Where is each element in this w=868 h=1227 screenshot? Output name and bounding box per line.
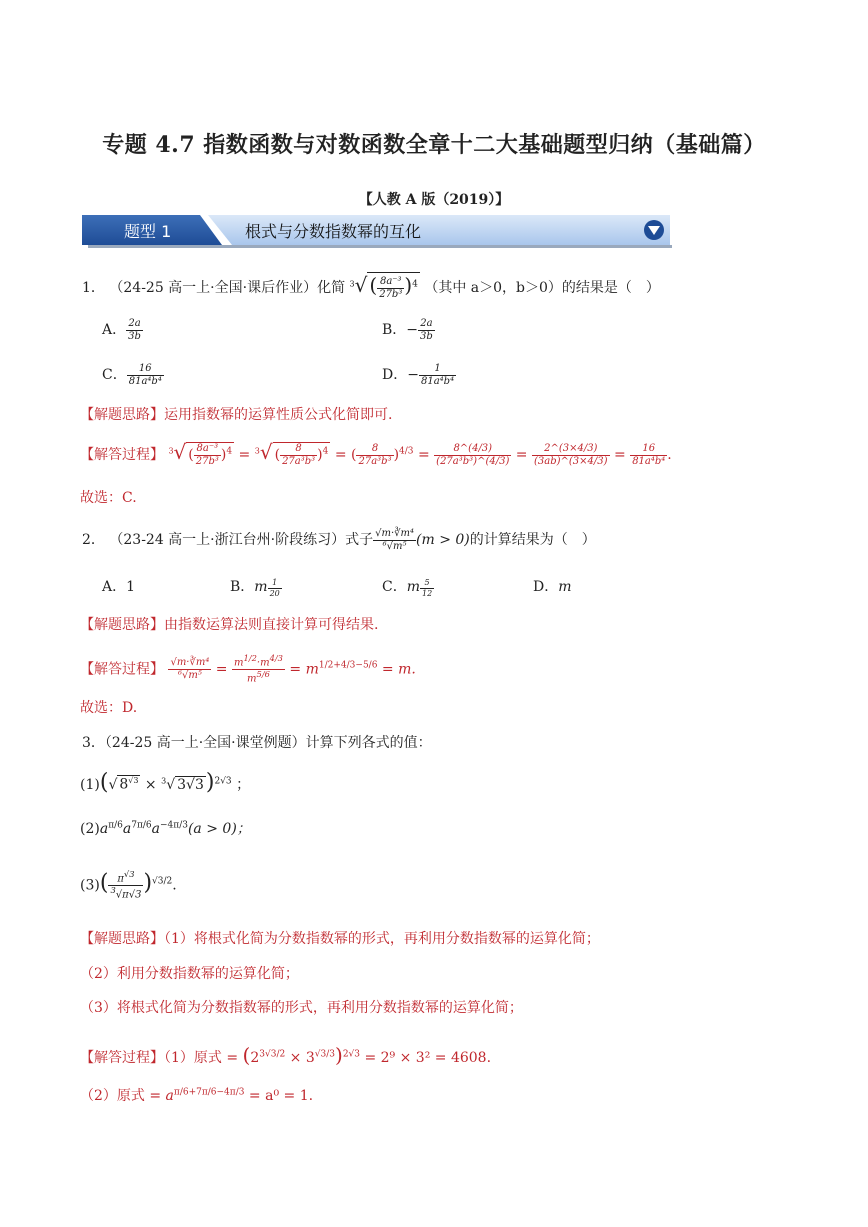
option-c[interactable]: C．m $\frac{5}{12}$ bbox=[382, 578, 433, 598]
option-b[interactable]: B．m $\frac{1}{20}$ bbox=[230, 578, 280, 598]
banner-topic-label: 根式与分数指数幂的互化 bbox=[245, 222, 422, 241]
problem-2-idea: 【解题思路】由指数运算法则直接计算可得结果. bbox=[80, 617, 379, 633]
root-index: 3 bbox=[349, 279, 355, 289]
problem-3-idea-2: （2）利用分数指数幂的运算化简； bbox=[80, 966, 299, 982]
problem-3-stem: 3．（24-25 高一上·全国·课堂例题）计算下列各式的值： bbox=[82, 735, 432, 751]
edition-label: 【人教 A 版（2019）】 bbox=[358, 192, 510, 208]
problem-condition: （其中 a＞0，b＞0）的结果是（ ） bbox=[424, 280, 660, 296]
problem-3-process-1: 【解答过程】（1）原式 = $(2^{3√3/2} \times 3^{√3/3})^{2√3} = 2^9 \times 3^2 = 4608$. bbox=[80, 1043, 492, 1067]
problem-2-answer: 故选：D. bbox=[80, 700, 138, 716]
problem-2-process: 【解答过程】 $\frac{\text{√m·∛m⁴}}{\text{⁶√m⁵}}$ = $\frac{m^{1/2}\cdot m^{4/3}}{m^{5/6}}$ = $m^{1/2+4/3-5/6} = m$. bbox=[80, 653, 416, 685]
option-b[interactable]: B．− $\frac{2a}{3b}$ bbox=[382, 318, 433, 342]
problem-3-item-3: (3)( $\frac{\pi^{√3}}{^3√\pi√3}$ )$^{√3/2}$. bbox=[80, 869, 177, 901]
banner-type-label: 题型 1 bbox=[124, 222, 172, 241]
collapse-icon[interactable] bbox=[644, 220, 664, 240]
problem-3-idea: 【解题思路】（1）将根式化简为分数指数幂的形式，再利用分数指数幂的运算化简； bbox=[80, 931, 600, 947]
problem-number: 1． bbox=[82, 280, 105, 296]
problem-1-stem bbox=[82, 272, 660, 300]
problem-1-idea: 【解题思路】运用指数幂的运算性质公式化简即可. bbox=[80, 407, 393, 423]
problem-1-process: 【解答过程】 $^3$√ ( $\frac{\text{8a⁻³}}{\text{27b³}}$ )$^4$ = $^3$√ ( $\frac{8}{\text{27a³b³}}$ )$^4$ = ( $\frac{8}{\text{27a³b³}}$ )$^{4/3}$ = $\frac{8\^{}(4/3)}{\text{(27a³b³)\textasciicircum{}(4/3)}}$ = $\frac{2\^{}(3\times 4/3)}{(3ab)\^{}(3\times 4/3)}$ = $\frac{16}{\text{81a⁴b⁴}}$ . bbox=[80, 440, 672, 467]
problem-3-process-2: （2）原式 = $a^{\pi/6+7\pi/6-4\pi/3} = a^0 = 1$. bbox=[80, 1087, 314, 1104]
radicand: ( $\frac{\text{8a⁻³}}{\text{27b³}}$ )$^4$ bbox=[369, 273, 418, 300]
option-a[interactable]: A． $\frac{2a}{3b}$ bbox=[102, 318, 141, 342]
problem-3-item-2: $(2)a^{\pi/6}a^{7\pi/6}a^{-4\pi/3}(a > 0)$； bbox=[80, 820, 251, 837]
option-d[interactable]: D．− $\frac{1}{\text{81a⁴b⁴}}$ bbox=[382, 363, 455, 387]
section-banner bbox=[82, 215, 672, 248]
problem-2-stem: 2． （23-24 高一上·浙江台州·阶段练习）式子 $\frac{\text{√m·∛m⁴}}{\text{⁶√m⁵}}$ (m > 0)的计算结果为（ ） bbox=[82, 528, 596, 552]
problem-3-item-1: (1)(√ $8^{√3} \times ^3√$ 3√3)$^{2√3}$ ； bbox=[80, 770, 251, 795]
option-a[interactable]: A．1 bbox=[102, 579, 136, 595]
problem-1-answer: 故选：C. bbox=[80, 490, 137, 506]
option-d[interactable]: D．m bbox=[533, 579, 572, 595]
problem-3-idea-3: （3）将根式化简为分数指数幂的形式，再利用分数指数幂的运算化简； bbox=[80, 1000, 523, 1016]
option-c[interactable]: C． $\frac{16}{\text{81a⁴b⁴}}$ bbox=[102, 363, 162, 387]
banner-shadow bbox=[88, 245, 672, 248]
page-title: 专题 4.7 指数函数与对数函数全章十二大基础题型归纳（基础篇） bbox=[102, 132, 766, 158]
problem-source: （24-25 高一上·全国·课后作业）化简 bbox=[109, 280, 346, 296]
radical-icon: √ bbox=[354, 273, 368, 297]
